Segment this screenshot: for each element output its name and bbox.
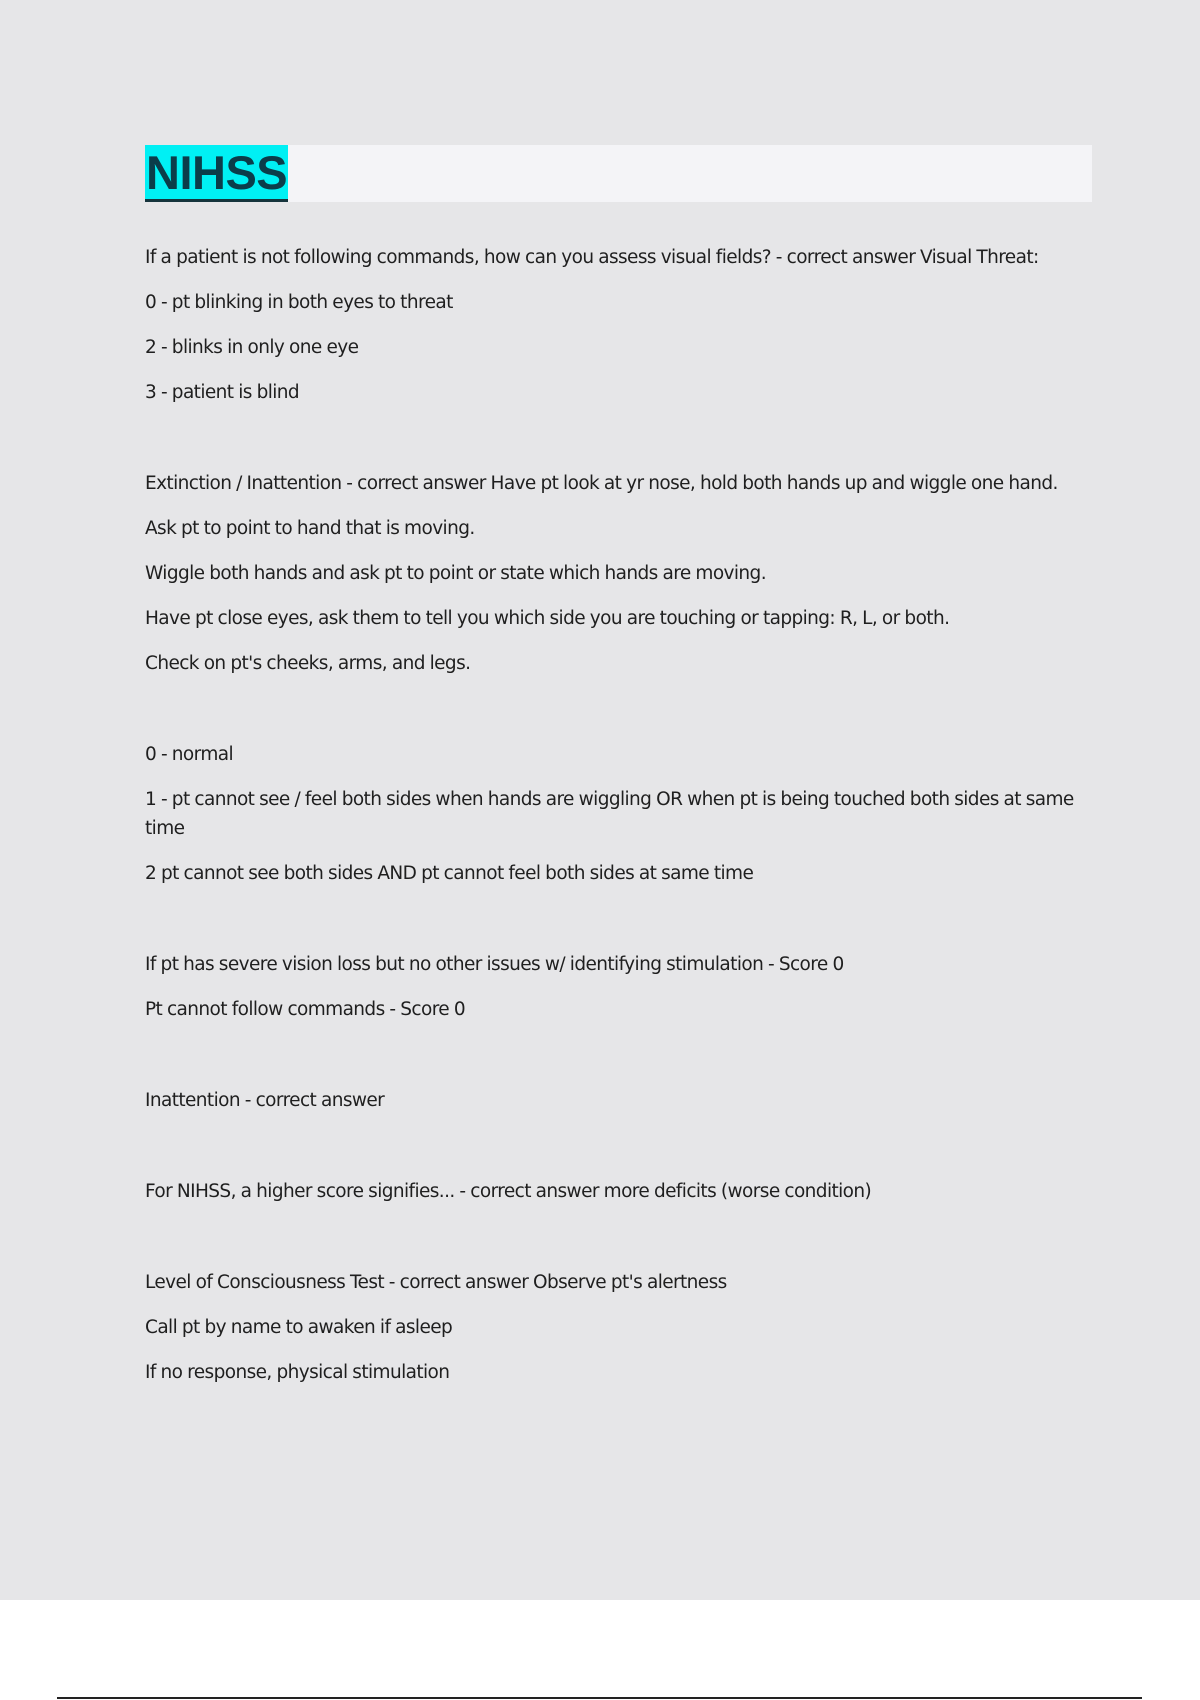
paragraph-gap	[145, 694, 1085, 740]
text-line: 2 pt cannot see both sides AND pt cannot feel both sides at same time	[145, 863, 754, 884]
text-line: Ask pt to point to hand that is moving.	[145, 518, 475, 539]
text-line: 0 - normal	[145, 744, 234, 765]
text-line: 2 - blinks in only one eye	[145, 337, 359, 358]
paragraph-gap	[145, 1040, 1085, 1086]
paragraph-gap	[145, 1222, 1085, 1268]
text-line: Have pt close eyes, ask them to tell you which side you are touching or tapping: R, L, or both.	[145, 608, 950, 629]
document-title: NIHSS	[145, 145, 288, 202]
text-line: If no response, physical stimulation	[145, 1362, 450, 1383]
document-body	[145, 243, 1085, 1403]
paragraph-gap	[145, 423, 1085, 469]
paragraph-gap	[145, 1131, 1085, 1177]
text-line: For NIHSS, a higher score signifies... - correct answer more deficits (worse condition)	[145, 1181, 872, 1202]
text-line: Level of Consciousness Test - correct answer Observe pt's alertness	[145, 1272, 727, 1293]
text-line: 3 - patient is blind	[145, 382, 300, 403]
text-line: 0 - pt blinking in both eyes to threat	[145, 292, 453, 313]
text-line: Pt cannot follow commands - Score 0	[145, 999, 466, 1020]
text-line: If pt has severe vision loss but no other issues w/ identifying stimulation - Score 0	[145, 954, 844, 975]
text-line: Check on pt's cheeks, arms, and legs.	[145, 653, 471, 674]
text-line: Wiggle both hands and ask pt to point or state which hands are moving.	[145, 563, 766, 584]
text-line: 1 - pt cannot see / feel both sides when hands are wiggling OR when pt is being touched both sides at same time	[145, 789, 1074, 839]
text-line: If a patient is not following commands, how can you assess visual fields? - correct answer Visual Threat:	[145, 247, 1039, 268]
text-line: Inattention - correct answer	[145, 1090, 385, 1111]
text-line: Extinction / Inattention - correct answer Have pt look at yr nose, hold both hands up and wiggle one hand.	[145, 473, 1058, 494]
text-line: Call pt by name to awaken if asleep	[145, 1317, 453, 1338]
paragraph-gap	[145, 904, 1085, 950]
footer-divider	[57, 1697, 1142, 1699]
